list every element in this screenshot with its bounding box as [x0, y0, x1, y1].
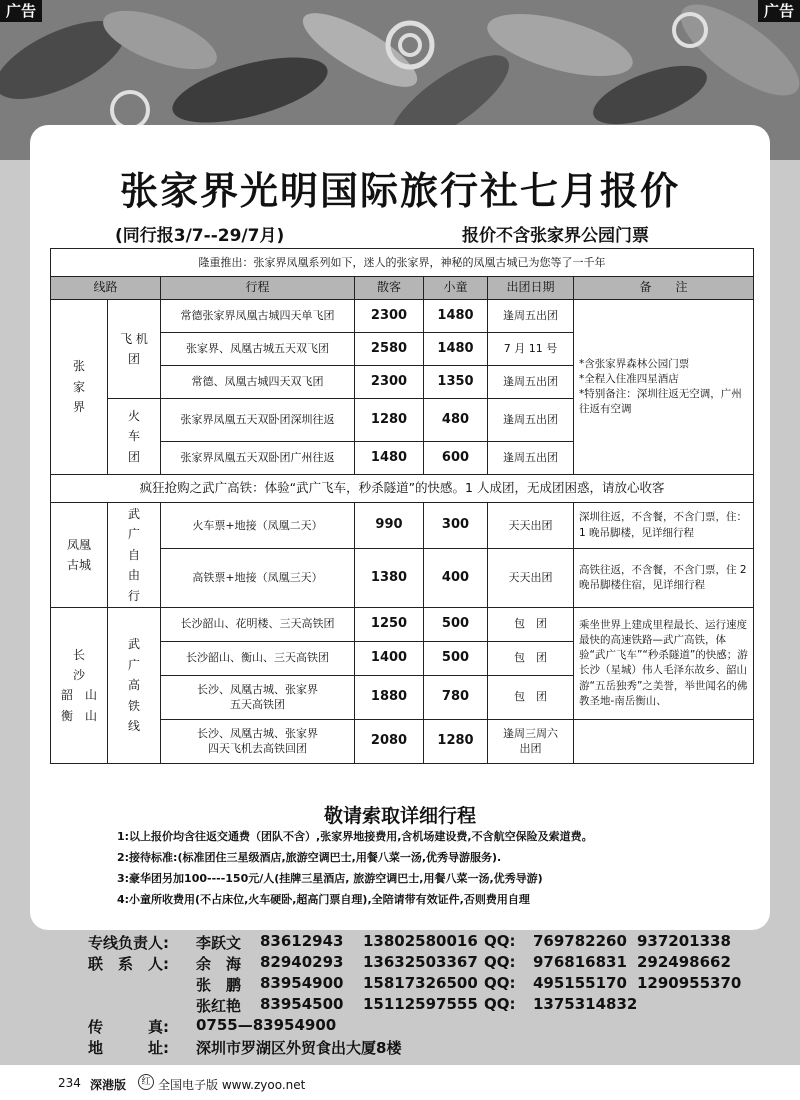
- page-title: 张家界光明国际旅行社七月报价: [119, 169, 680, 213]
- qq-number: 1375314832: [533, 995, 638, 1013]
- departure-date: 天天出团: [488, 549, 574, 608]
- table-row: [51, 503, 754, 549]
- terms-item: 3:豪华团另加100----150元/人(挂牌三星酒店, 旅游空调巴士,用餐八菜一汤,优秀导游): [117, 872, 543, 885]
- fax-number: 0755—83954900: [196, 1016, 337, 1034]
- departure-date: 逢周五出团: [488, 366, 574, 399]
- child-price: 780: [424, 675, 488, 719]
- contact-mobile: 13802580016: [363, 932, 478, 950]
- group-free-travel: 武 广 自 由 行: [108, 503, 161, 608]
- remarks-cell: 深圳往返，不含餐，不含门票，住：1 晚吊脚楼，见详细行程: [574, 503, 754, 549]
- contact-row: [88, 974, 778, 995]
- group-high-speed-rail: 武 广 高 铁 线: [108, 607, 161, 763]
- intro-text: 隆重推出：张家界凤凰系列如下，迷人的张家界，神秘的凤凰古城已为您等了一千年: [51, 249, 754, 277]
- child-price: 1480: [424, 333, 488, 366]
- adult-price: 1380: [355, 549, 424, 608]
- itinerary-cell: 火车票+地接（凤凰二天）: [161, 503, 355, 549]
- adult-price: 1250: [355, 607, 424, 641]
- contact-phone: 83612943: [260, 932, 344, 950]
- qq-label: QQ:: [484, 953, 516, 971]
- qq-number: 292498662: [637, 953, 731, 971]
- remarks-empty: [574, 719, 754, 763]
- departure-date: 7 月 11 号: [488, 333, 574, 366]
- contact-name: 张 鹏: [196, 976, 242, 994]
- address-label: 地 址:: [88, 1039, 169, 1057]
- qq-number: 769782260: [533, 932, 627, 950]
- fax-label: 传 真:: [88, 1018, 169, 1036]
- qq-number: 937201338: [637, 932, 731, 950]
- qq-label: QQ:: [484, 995, 516, 1013]
- child-price: 600: [424, 442, 488, 475]
- contact-mobile: 15817326500: [363, 974, 478, 992]
- contact-block: [88, 932, 778, 1058]
- child-price: 300: [424, 503, 488, 549]
- group-plane: 飞 机 团: [108, 300, 161, 399]
- departure-date: 逢周五出团: [488, 442, 574, 475]
- itinerary-cell: 长沙韶山、衡山、三天高铁团: [161, 641, 355, 675]
- site-link[interactable]: 全国电子版 www.zyoo.net: [158, 1078, 306, 1092]
- ad-label-right: 广告: [758, 0, 800, 22]
- contact-phone: 83954500: [260, 995, 344, 1013]
- header-row: [51, 277, 754, 300]
- itinerary-cell: 常德、凤凰古城四天双飞团: [161, 366, 355, 399]
- contact-row: [88, 953, 778, 974]
- group-train: 火 车 团: [108, 399, 161, 475]
- detail-heading: 敬请索取详细行程: [323, 805, 476, 827]
- contact-phone: 82940293: [260, 953, 344, 971]
- remarks-zhangjiajie: *含张家界森林公园门票 *全程入住准四星酒店 *特别备注：深圳往返无空调，广州往返有空调: [574, 300, 754, 475]
- table-row: [51, 300, 754, 333]
- itinerary-cell: 长沙、凤凰古城、张家界 四天飞机去高铁回团: [161, 719, 355, 763]
- header-child: 小童: [424, 277, 488, 300]
- departure-date: 天天出团: [488, 503, 574, 549]
- departure-date: 逢周三周六 出团: [488, 719, 574, 763]
- header-itinerary: 行程: [161, 277, 355, 300]
- header-adult: 散客: [355, 277, 424, 300]
- header-departure: 出团日期: [488, 277, 574, 300]
- departure-date: 包 团: [488, 607, 574, 641]
- qq-number: 1290955370: [637, 974, 742, 992]
- adult-price: 2300: [355, 366, 424, 399]
- contact-label: 专线负责人:: [88, 934, 169, 952]
- departure-date: 包 团: [488, 675, 574, 719]
- header-route: 线路: [51, 277, 161, 300]
- qq-number: 495155170: [533, 974, 627, 992]
- contact-mobile: 15112597555: [363, 995, 478, 1013]
- adult-price: 2300: [355, 300, 424, 333]
- page-footer: [0, 1066, 800, 1100]
- terms-item: 1:以上报价均含往返交通费（团队不含）,张家界地接费用,含机场建设费,不含航空保险及索道费。: [117, 830, 593, 843]
- qq-number: 976816831: [533, 953, 627, 971]
- quote-period: (同行报3/7--29/7月): [115, 226, 285, 246]
- qq-label: QQ:: [484, 932, 516, 950]
- terms-item: 4:小童所收费用(不占床位,火车硬卧,超高门票自理),全陪请带有效证件,否则费用自理: [117, 893, 530, 906]
- remarks-cell: 高铁往返，不含餐，不含门票，住 2 晚吊脚楼住宿，见详细行程: [574, 549, 754, 608]
- table-row: [51, 607, 754, 641]
- price-note: 报价不含张家界公园门票: [462, 226, 649, 246]
- intro-row: [51, 249, 754, 277]
- header-remarks: 备 注: [574, 277, 754, 300]
- itinerary-cell: 张家界凤凰五天双卧团广州往返: [161, 442, 355, 475]
- adult-price: 1280: [355, 399, 424, 442]
- region-zhangjiajie: 张 家 界: [51, 300, 108, 475]
- adult-price: 990: [355, 503, 424, 549]
- itinerary-cell: 张家界、凤凰古城五天双飞团: [161, 333, 355, 366]
- child-price: 500: [424, 607, 488, 641]
- adult-price: 1480: [355, 442, 424, 475]
- terms-list: [117, 826, 767, 910]
- child-price: 480: [424, 399, 488, 442]
- child-price: 1480: [424, 300, 488, 333]
- departure-date: 逢周五出团: [488, 399, 574, 442]
- itinerary-cell: 长沙韶山、花明楼、三天高铁团: [161, 607, 355, 641]
- child-price: 500: [424, 641, 488, 675]
- ad-label-left: 广告: [0, 0, 42, 22]
- qq-label: QQ:: [484, 974, 516, 992]
- contact-mobile: 13632503367: [363, 953, 478, 971]
- contact-row: [88, 995, 778, 1016]
- contact-phone: 83954900: [260, 974, 344, 992]
- contact-name: 张红艳: [196, 997, 242, 1015]
- contact-row: [88, 932, 778, 953]
- child-price: 1280: [424, 719, 488, 763]
- adult-price: 1880: [355, 675, 424, 719]
- departure-date: 逢周五出团: [488, 300, 574, 333]
- itinerary-cell: 高铁票+地接（凤凰三天）: [161, 549, 355, 608]
- edition-label: 深港版: [90, 1078, 127, 1092]
- contact-name: 余 海: [196, 955, 242, 973]
- region-changsha: 长 沙 韶 山 衡 山: [51, 607, 108, 763]
- departure-date: 包 团: [488, 641, 574, 675]
- edition-badge-icon: 红: [138, 1074, 154, 1090]
- contact-name: 李跃文: [196, 934, 242, 952]
- address-text: 深圳市罗湖区外贸食出大厦8楼: [196, 1039, 402, 1057]
- terms-item: 2:接待标准:(标准团住三星级酒店,旅游空调巴士,用餐八菜一汤,优秀导游服务).: [117, 851, 502, 864]
- adult-price: 2580: [355, 333, 424, 366]
- remarks-changsha: 乘坐世界上建成里程最长、运行速度最快的高速铁路—武广高铁，体验“武广飞车”“秒杀隧道”的快感；游长沙（星城）伟人毛泽东故乡、韶山游“五岳独秀”之美誉，举世闻名的佛教圣地-南岳衡山、: [574, 607, 754, 719]
- fax-row: [88, 1016, 778, 1037]
- price-table: [50, 248, 754, 764]
- contact-label: 联 系 人:: [88, 955, 169, 973]
- child-price: 1350: [424, 366, 488, 399]
- promo-row: [51, 475, 754, 503]
- child-price: 400: [424, 549, 488, 608]
- address-row: [88, 1037, 778, 1058]
- itinerary-cell: 长沙、凤凰古城、张家界 五天高铁团: [161, 675, 355, 719]
- adult-price: 2080: [355, 719, 424, 763]
- adult-price: 1400: [355, 641, 424, 675]
- region-fenghuang: 凤凰 古城: [51, 503, 108, 608]
- itinerary-cell: 张家界凤凰五天双卧团深圳往返: [161, 399, 355, 442]
- page-number: 234: [58, 1076, 81, 1090]
- promo-text: 疯狂抢购之武广高铁：体验“武广飞车，秒杀隧道”的快感。1 人成团，无成团困惑，请放心收客: [51, 475, 754, 503]
- itinerary-cell: 常德张家界凤凰古城四天单飞团: [161, 300, 355, 333]
